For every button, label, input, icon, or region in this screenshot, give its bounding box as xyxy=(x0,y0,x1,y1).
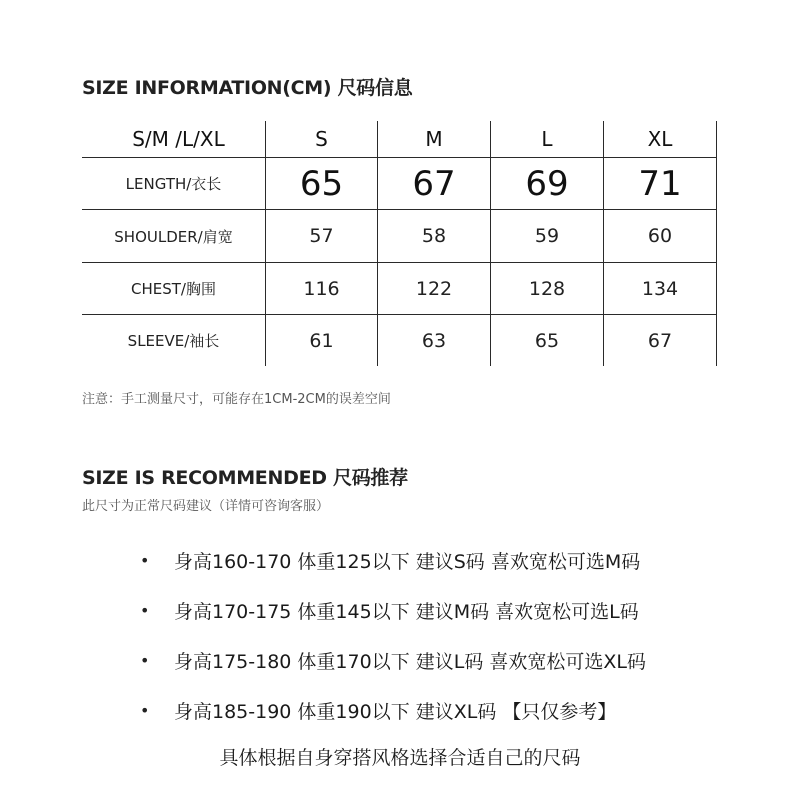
bullet-icon: • xyxy=(140,701,150,720)
size-choice-advice: 具体根据自身穿搭风格选择合适自己的尺码 xyxy=(219,747,581,769)
recommendation-text: 身高185-190 体重190以下 建议XL码 【只仅参考】 xyxy=(174,701,617,723)
table-cell: 60 xyxy=(647,225,673,247)
table-corner-header: S/M /L/XL xyxy=(132,127,225,151)
row-label-chest: CHEST/胸围 xyxy=(131,280,216,298)
size-header-s: S xyxy=(315,127,328,151)
table-cell: 128 xyxy=(528,277,566,300)
recommendation-subtitle: 此尺寸为正常尺码建议（详情可咨询客服） xyxy=(82,499,330,514)
size-header-m: M xyxy=(425,127,443,151)
recommendation-text: 身高170-175 体重145以下 建议M码 喜欢宽松可选L码 xyxy=(174,601,639,623)
size-header-l: L xyxy=(541,127,553,151)
table-cell: 134 xyxy=(641,277,679,300)
row-label-sleeve: SLEEVE/袖长 xyxy=(127,332,220,350)
bullet-icon: • xyxy=(140,551,150,570)
table-cell: 59 xyxy=(534,225,560,247)
table-cell: 57 xyxy=(309,225,334,247)
table-column-rule xyxy=(716,121,717,366)
table-cell: 67 xyxy=(412,163,456,204)
bullet-icon: • xyxy=(140,601,150,620)
size-header-xl: XL xyxy=(647,127,673,151)
table-cell: 116 xyxy=(303,277,340,300)
table-cell: 61 xyxy=(309,329,334,352)
row-label-length: LENGTH/衣长 xyxy=(125,175,222,193)
size-information-title: SIZE INFORMATION(CM) 尺码信息 xyxy=(82,77,413,99)
table-cell: 69 xyxy=(525,163,569,204)
table-cell: 63 xyxy=(421,329,447,352)
list-item xyxy=(140,547,640,574)
recommendation-text: 身高160-170 体重125以下 建议S码 喜欢宽松可选M码 xyxy=(174,551,641,573)
row-label-shoulder: SHOULDER/肩宽 xyxy=(114,227,233,246)
list-item xyxy=(140,597,639,624)
list-item xyxy=(140,697,616,724)
table-cell: 65 xyxy=(299,163,344,204)
table-cell: 58 xyxy=(421,225,447,247)
size-recommended-title: SIZE IS RECOMMENDED 尺码推荐 xyxy=(82,467,408,489)
table-cell: 65 xyxy=(534,329,560,352)
table-cell: 71 xyxy=(638,163,682,204)
measurement-note: 注意：手工测量尺寸，可能存在1CM-2CM的误差空间 xyxy=(82,392,391,407)
list-item xyxy=(140,647,646,674)
bullet-icon: • xyxy=(140,651,150,670)
table-cell: 122 xyxy=(415,277,453,300)
table-cell: 67 xyxy=(647,329,673,352)
size-table xyxy=(82,121,717,366)
recommendation-text: 身高175-180 体重170以下 建议L码 喜欢宽松可选XL码 xyxy=(174,651,646,673)
